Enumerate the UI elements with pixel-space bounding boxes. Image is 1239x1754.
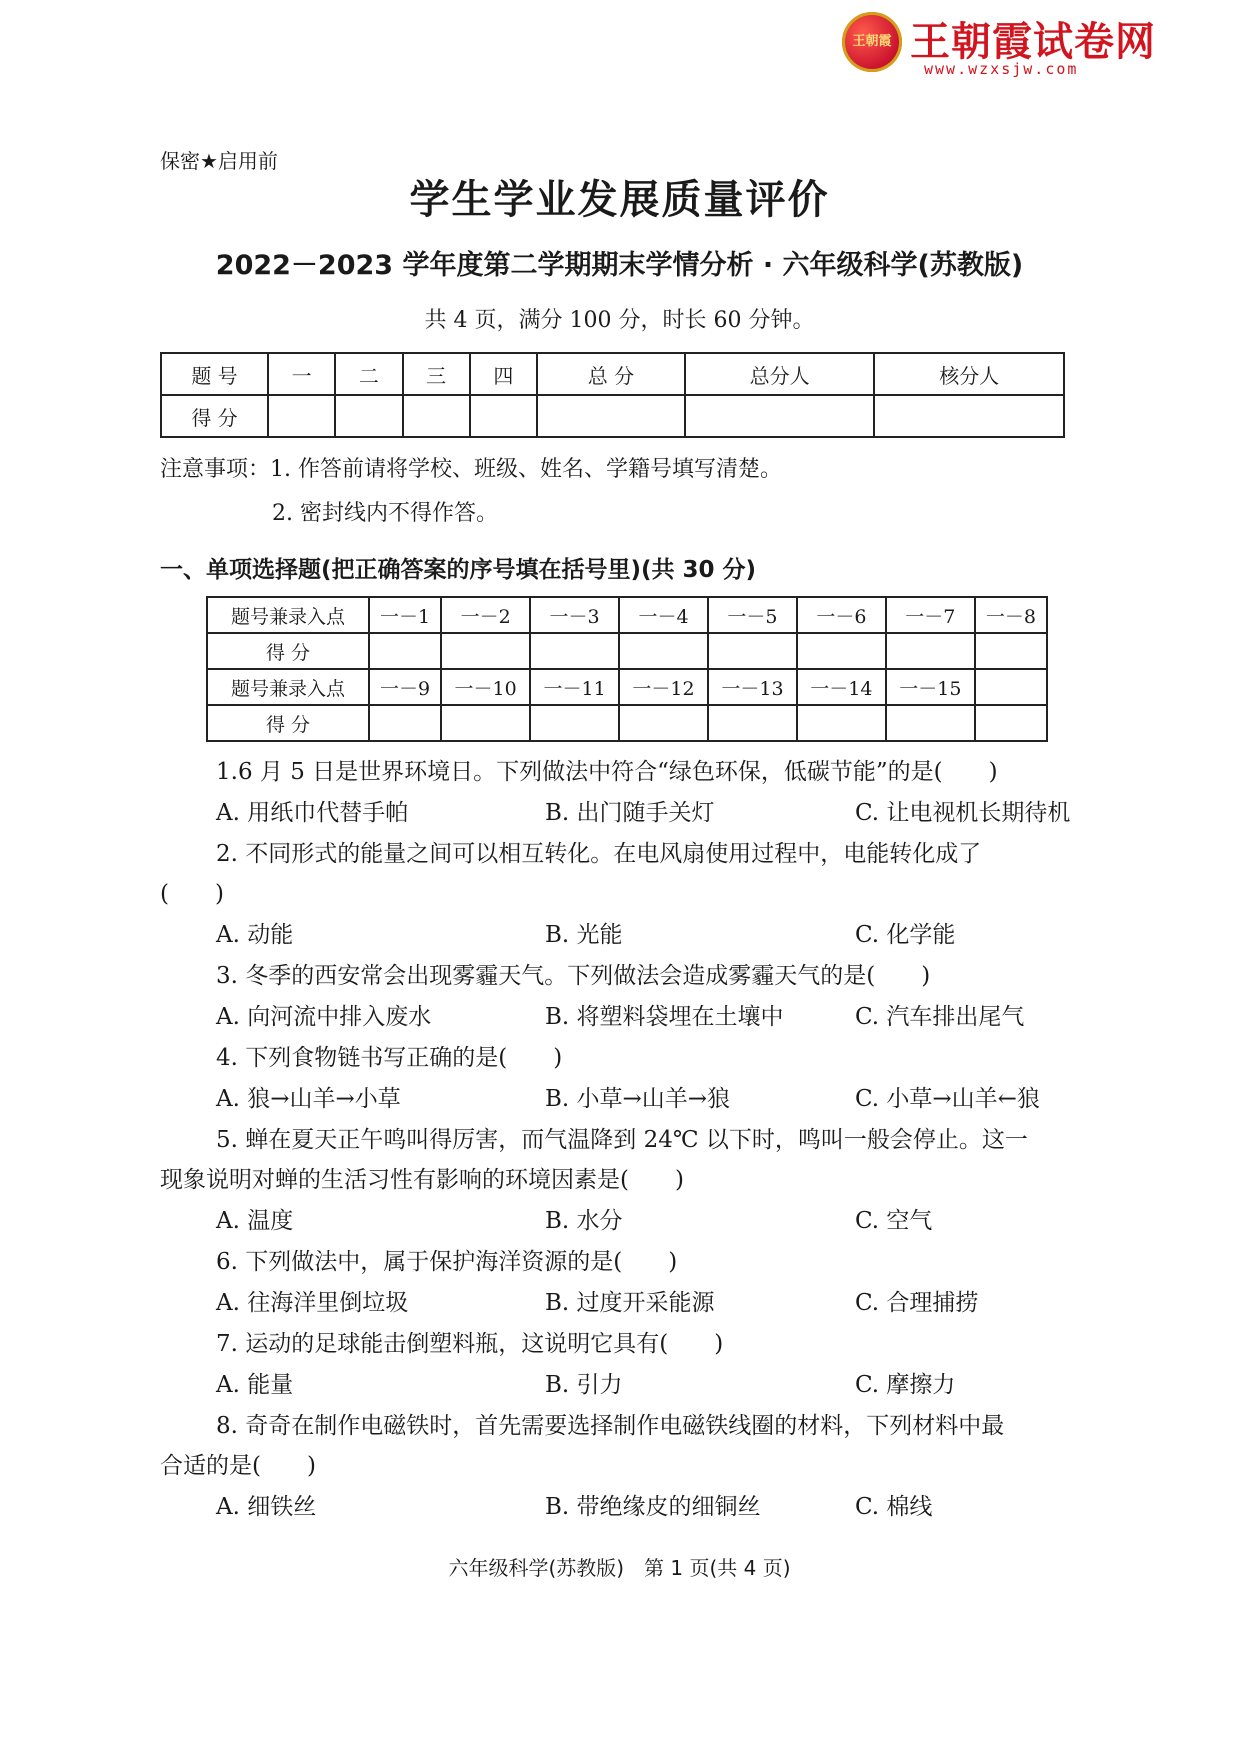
- score-cell: 三: [403, 353, 470, 395]
- score-cell: 得 分: [161, 395, 268, 437]
- option-a[interactable]: A. 狼→山羊→小草: [216, 1086, 401, 1112]
- score-blank[interactable]: [268, 395, 335, 437]
- option-c[interactable]: C. 棉线: [855, 1494, 933, 1520]
- question-stem: 6. 下列做法中，属于保护海洋资源的是( ): [216, 1249, 678, 1275]
- option-a[interactable]: A. 动能: [216, 922, 294, 948]
- question-stem: 4. 下列食物链书写正确的是( ): [216, 1045, 563, 1071]
- question-stem: 2. 不同形式的能量之间可以相互转化。在电风扇使用过程中，电能转化成了: [216, 841, 982, 867]
- note-item: 1. 作答前请将学校、班级、姓名、学籍号填写清楚。: [270, 457, 783, 482]
- score-table: [160, 352, 1065, 438]
- option-a[interactable]: A. 能量: [216, 1372, 294, 1398]
- answer-cell: 一－14: [797, 669, 886, 705]
- question-stem-cont: ( ): [160, 881, 224, 907]
- question-options: [160, 1486, 1100, 1528]
- question-stem: 3. 冬季的西安常会出现雾霾天气。下列做法会造成雾霾天气的是( ): [216, 963, 931, 989]
- question-2: [160, 834, 1100, 956]
- answer-blank[interactable]: [441, 633, 530, 669]
- option-c[interactable]: C. 化学能: [855, 922, 956, 948]
- option-a[interactable]: A. 温度: [216, 1208, 294, 1234]
- answer-blank[interactable]: [619, 633, 708, 669]
- answer-cell: 题号兼录入点: [207, 669, 369, 705]
- option-c[interactable]: C. 让电视机长期待机: [855, 800, 1071, 826]
- answer-table-row: [207, 597, 1047, 633]
- site-logo: [842, 10, 1162, 80]
- answer-table: [206, 596, 1048, 742]
- score-blank[interactable]: [403, 395, 470, 437]
- question-7: [160, 1324, 1100, 1406]
- exam-title: 学生学业发展质量评价: [409, 176, 830, 223]
- answer-cell: 一－13: [708, 669, 797, 705]
- seal-logo-icon: [842, 12, 902, 72]
- answer-cell: 一－7: [886, 597, 975, 633]
- notes: [160, 448, 782, 536]
- answer-blank[interactable]: [708, 705, 797, 741]
- score-cell: 核分人: [874, 353, 1064, 395]
- question-options: [160, 1364, 1100, 1406]
- answer-blank[interactable]: [530, 633, 619, 669]
- option-b[interactable]: B. 水分: [545, 1208, 623, 1234]
- answer-cell: 一－2: [441, 597, 530, 633]
- score-cell: 总分人: [685, 353, 875, 395]
- score-table-score-row: [161, 395, 1064, 437]
- score-blank[interactable]: [874, 395, 1064, 437]
- option-c[interactable]: C. 汽车排出尾气: [855, 1004, 1025, 1030]
- score-blank[interactable]: [685, 395, 875, 437]
- section-heading: 一、单项选择题(把正确答案的序号填在括号里)(共 30 分): [160, 557, 757, 583]
- question-1: [160, 752, 1100, 834]
- answer-cell: [975, 669, 1047, 705]
- question-options: [160, 1078, 1100, 1120]
- score-blank[interactable]: [335, 395, 402, 437]
- answer-blank[interactable]: [886, 633, 975, 669]
- question-options: [160, 914, 1100, 956]
- option-c[interactable]: C. 摩擦力: [855, 1372, 956, 1398]
- option-a[interactable]: A. 向河流中排入废水: [216, 1004, 432, 1030]
- answer-table-row: [207, 705, 1047, 741]
- answer-blank[interactable]: [886, 705, 975, 741]
- score-table-header-row: [161, 353, 1064, 395]
- option-c[interactable]: C. 小草→山羊←狼: [855, 1086, 1040, 1112]
- answer-cell: 一－9: [369, 669, 441, 705]
- brand-name: 王朝霞试卷网: [910, 19, 1156, 65]
- score-cell: 总 分: [537, 353, 685, 395]
- question-4: [160, 1038, 1100, 1120]
- question-8: [160, 1406, 1100, 1528]
- option-a[interactable]: A. 往海洋里倒垃圾: [216, 1290, 409, 1316]
- option-c[interactable]: C. 合理捕捞: [855, 1290, 979, 1316]
- question-6: [160, 1242, 1100, 1324]
- answer-table-row: [207, 633, 1047, 669]
- question-stem-cont: 合适的是( ): [160, 1453, 316, 1479]
- answer-cell: 一－3: [530, 597, 619, 633]
- answer-cell: 一－8: [975, 597, 1047, 633]
- answer-cell: 一－11: [530, 669, 619, 705]
- answer-cell: 一－10: [441, 669, 530, 705]
- question-options: [160, 1200, 1100, 1242]
- answer-cell: 题号兼录入点: [207, 597, 369, 633]
- answer-blank[interactable]: [619, 705, 708, 741]
- question-3: [160, 956, 1100, 1038]
- answer-cell: 一－1: [369, 597, 441, 633]
- question-options: [160, 996, 1100, 1038]
- answer-cell: 一－5: [708, 597, 797, 633]
- answer-cell: 得 分: [207, 705, 369, 741]
- answer-blank[interactable]: [530, 705, 619, 741]
- question-list: [160, 752, 1100, 1528]
- notes-label: 注意事项：: [160, 457, 271, 482]
- option-b[interactable]: B. 光能: [545, 922, 623, 948]
- score-cell: 四: [470, 353, 537, 395]
- question-stem: 1.6 月 5 日是世界环境日。下列做法中符合“绿色环保，低碳节能”的是( ): [216, 759, 998, 785]
- answer-cell: 一－4: [619, 597, 708, 633]
- answer-blank[interactable]: [797, 633, 886, 669]
- page-footer: 六年级科学(苏教版) 第 1 页(共 4 页): [448, 1556, 791, 1580]
- brand-url: www.wzxsjw.com: [924, 60, 1079, 78]
- question-stem: 8. 奇奇在制作电磁铁时，首先需要选择制作电磁铁线圈的材料，下列材料中最: [216, 1413, 1005, 1439]
- answer-blank[interactable]: [369, 705, 441, 741]
- answer-blank[interactable]: [975, 633, 1047, 669]
- score-blank[interactable]: [470, 395, 537, 437]
- question-5: [160, 1120, 1100, 1242]
- answer-cell: 一－15: [886, 669, 975, 705]
- question-options: [160, 792, 1100, 834]
- option-a[interactable]: A. 用纸巾代替手帕: [216, 800, 409, 826]
- answer-cell: 一－6: [797, 597, 886, 633]
- question-stem-cont: 现象说明对蝉的生活习性有影响的环境因素是( ): [160, 1167, 684, 1193]
- option-b[interactable]: B. 将塑料袋埋在土壤中: [545, 1004, 784, 1030]
- exam-meta: 共 4 页，满分 100 分，时长 60 分钟。: [424, 308, 815, 333]
- answer-blank[interactable]: [797, 705, 886, 741]
- answer-blank[interactable]: [975, 705, 1047, 741]
- option-b[interactable]: B. 带绝缘皮的细铜丝: [545, 1494, 761, 1520]
- answer-cell: 一－12: [619, 669, 708, 705]
- note-item: 2. 密封线内不得作答。: [272, 501, 498, 526]
- option-b[interactable]: B. 小草→山羊→狼: [545, 1086, 731, 1112]
- answer-blank[interactable]: [441, 705, 530, 741]
- exam-subtitle: 2022－2023 学年度第二学期期末学情分析 · 六年级科学(苏教版): [215, 250, 1024, 281]
- option-c[interactable]: C. 空气: [855, 1208, 933, 1234]
- answer-blank[interactable]: [708, 633, 797, 669]
- option-b[interactable]: B. 引力: [545, 1372, 623, 1398]
- option-b[interactable]: B. 出门随手关灯: [545, 800, 715, 826]
- confidential-label: 保密★启用前: [160, 149, 278, 173]
- answer-blank[interactable]: [369, 633, 441, 669]
- question-stem: 5. 蝉在夏天正午鸣叫得厉害，而气温降到 24℃ 以下时，鸣叫一般会停止。这一: [216, 1127, 1028, 1153]
- option-b[interactable]: B. 过度开采能源: [545, 1290, 715, 1316]
- score-blank[interactable]: [537, 395, 685, 437]
- score-cell: 二: [335, 353, 402, 395]
- option-a[interactable]: A. 细铁丝: [216, 1494, 317, 1520]
- score-cell: 一: [268, 353, 335, 395]
- seal-text: 王朝霞: [852, 34, 892, 49]
- question-stem: 7. 运动的足球能击倒塑料瓶，这说明它具有( ): [216, 1331, 724, 1357]
- answer-cell: 得 分: [207, 633, 369, 669]
- question-options: [160, 1282, 1100, 1324]
- score-cell: 题 号: [161, 353, 268, 395]
- answer-table-row: [207, 669, 1047, 705]
